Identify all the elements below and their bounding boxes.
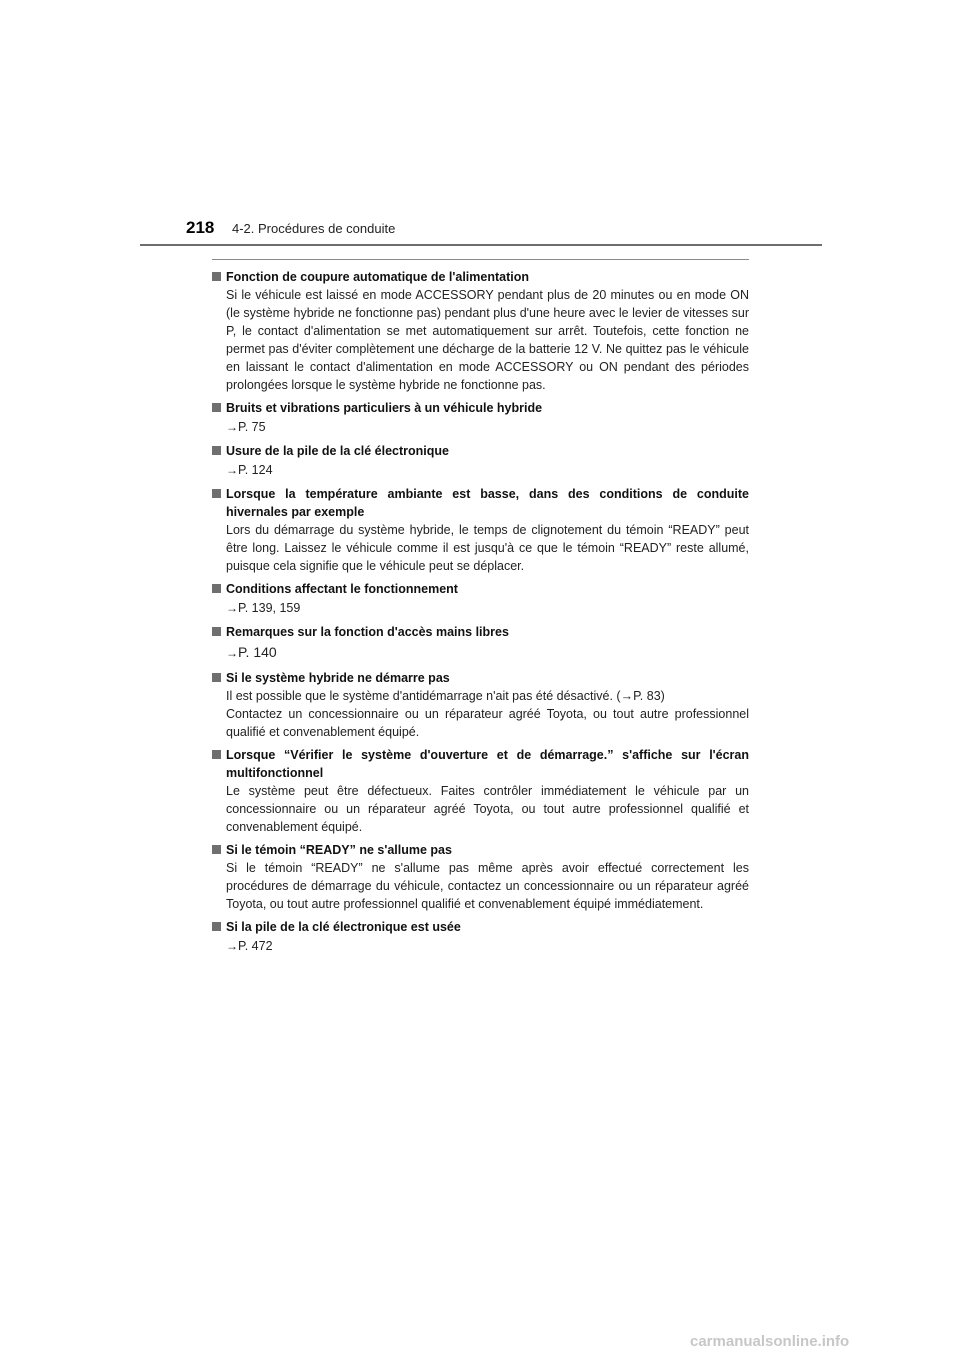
page-reference[interactable] [212,598,749,618]
square-bullet-icon [212,673,221,682]
square-bullet-icon [212,750,221,759]
item-hands-free-access [212,623,749,664]
item-check-system-message [212,746,749,836]
page-number: 218 [186,218,215,237]
square-bullet-icon [212,446,221,455]
item-paragraph: Il est possible que le système d'antidémarrage n'ait pas été désactivé. (→P. 83) [226,689,665,703]
item-heading: Conditions affectant le fonctionnement [226,582,458,596]
reference-text: P. 139, 159 [238,601,301,615]
item-paragraph: Si le véhicule est laissé en mode ACCESSORY pendant plus de 20 minutes ou en mode ON (le système hybride ne fonctionne pas) pendant plus d'une heure avec le levier de vitesses sur P, le contact d'alimentation se met automatiquement sur arrêt. Toutefois, cette fonction ne permet pas d'éviter complètement une décharge de la batterie 12 V. Ne quittez pas le véhicule en laissant le contact d'alimentation en mode ACCESSORY ou ON pendant des périodes prolongées lorsque le système hybride ne fonctionne pas. [226,288,749,392]
item-auto-power-off [212,268,749,394]
page-reference[interactable] [212,460,749,480]
content-top-rule [212,259,749,260]
reference-text: P. 75 [238,420,266,434]
item-heading: Bruits et vibrations particuliers à un véhicule hybride [226,401,543,415]
arrow-right-icon: → [226,601,238,615]
arrow-right-icon: → [226,939,238,953]
item-heading: Remarques sur la fonction d'accès mains libres [226,625,509,639]
item-heading: Si le système hybride ne démarre pas [226,671,450,685]
watermark: carmanualsonline.info [690,1333,850,1350]
item-heading: Si le témoin “READY” ne s'allume pas [226,843,452,857]
item-heading: Lorsque “Vérifier le système d'ouverture et de démarrage.” s'affiche sur l'écran multifonctionnel [226,748,749,780]
item-hybrid-noises [212,399,749,437]
square-bullet-icon [212,403,221,412]
item-heading: Usure de la pile de la clé électronique [226,444,449,458]
item-paragraph: Si le témoin “READY” ne s'allume pas même après avoir effectué correctement les procédures de démarrage du véhicule, contactez un concessionnaire ou un réparateur agréé Toyota, ou tout autre professionnel qualifié et convenablement équipé immédiatement. [226,861,749,911]
item-heading: Lorsque la température ambiante est basse, dans des conditions de conduite hivernales par exemple [226,487,749,519]
square-bullet-icon [212,845,221,854]
item-low-temperature [212,485,749,575]
item-operating-conditions [212,580,749,618]
page-reference[interactable] [212,641,749,664]
item-ready-not-lit [212,841,749,913]
square-bullet-icon [212,627,221,636]
content [212,268,749,961]
page-reference[interactable] [212,417,749,437]
arrow-right-icon: → [226,463,238,477]
section-title: 4-2. Procédures de conduite [232,221,396,236]
reference-text: P. 140 [238,644,277,660]
item-paragraph: Le système peut être défectueux. Faites contrôler immédiatement le véhicule par un concessionnaire ou un réparateur agréé Toyota, ou tout autre professionnel qualifié et convenablement équipé. [226,784,749,834]
item-paragraph: Contactez un concessionnaire ou un réparateur agréé Toyota, ou tout autre professionnel qualifié et convenablement équipé. [226,707,749,739]
square-bullet-icon [212,922,221,931]
item-paragraph: Lors du démarrage du système hybride, le temps de clignotement du témoin “READY” peut être long. Laissez le véhicule comme il est jusqu'à ce que le témoin “READY” reste allumé, puisque cela signifie que le véhicule peut se déplacer. [226,523,749,573]
header-rule [140,244,822,246]
reference-text: P. 124 [238,463,273,477]
item-key-battery-wear [212,442,749,480]
item-heading: Fonction de coupure automatique de l'alimentation [226,270,529,284]
item-key-battery-dead [212,918,749,956]
item-heading: Si la pile de la clé électronique est usée [226,920,461,934]
arrow-right-icon: → [226,646,238,660]
reference-text: P. 472 [238,939,273,953]
square-bullet-icon [212,489,221,498]
item-hybrid-not-starting [212,669,749,741]
page-reference[interactable] [212,936,749,956]
arrow-right-icon: → [226,420,238,434]
square-bullet-icon [212,584,221,593]
square-bullet-icon [212,272,221,281]
